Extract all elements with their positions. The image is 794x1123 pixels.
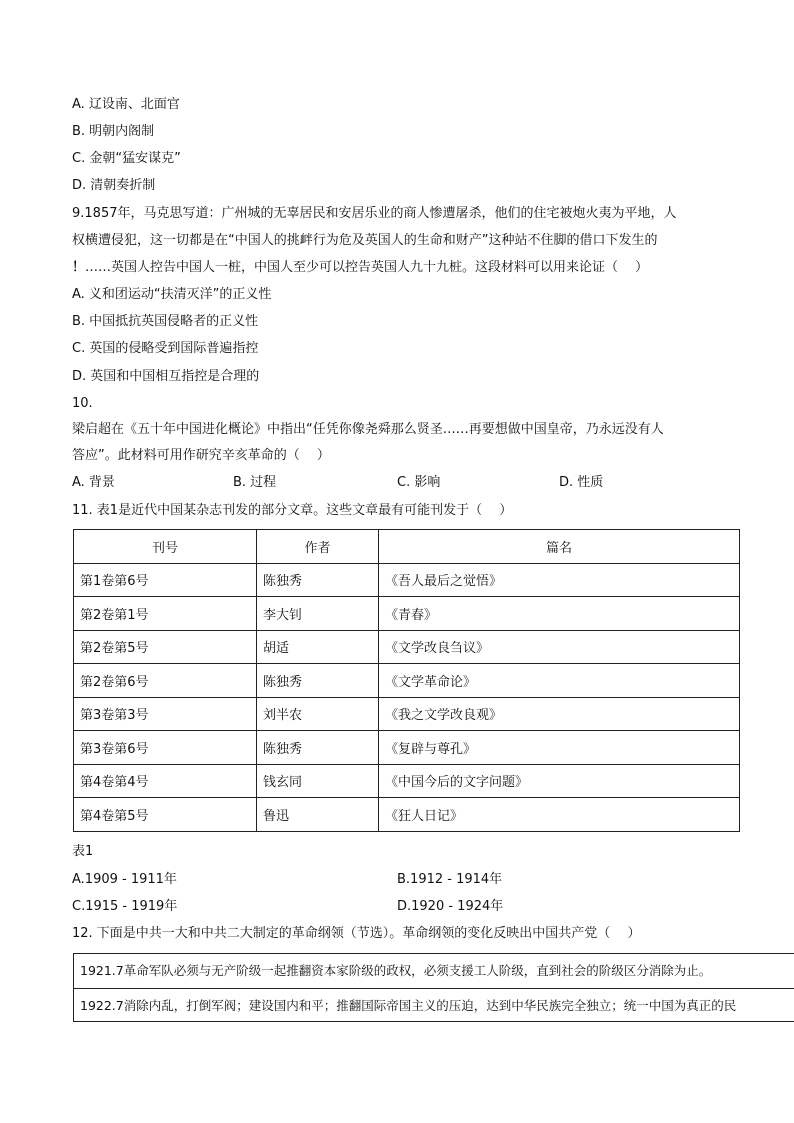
q10-stem-line2: 答应”。此材料可用作研究辛亥革命的（ ） xyxy=(72,448,330,463)
q9-option-b: B. 中国抵抗英国侵略者的正义性 xyxy=(72,314,259,329)
table-row xyxy=(74,798,740,832)
cell-issue: 第2卷第1号 xyxy=(74,597,257,631)
q8-option-c: C. 金朝“猛安谋克” xyxy=(72,151,181,166)
table-row xyxy=(74,697,740,731)
cell-title: 《狂人日记》 xyxy=(379,798,740,832)
table-header-row xyxy=(74,530,740,564)
q12-program-table xyxy=(73,953,794,1022)
cell-author: 鲁迅 xyxy=(257,798,379,832)
periodical-table xyxy=(73,529,740,832)
cell-author: 陈独秀 xyxy=(257,731,379,765)
table-row xyxy=(74,563,740,597)
q9-stem-line3 xyxy=(72,259,648,277)
cell-issue: 第4卷第4号 xyxy=(74,764,257,798)
table-row xyxy=(74,664,740,698)
q8-option-d: D. 清朝奏折制 xyxy=(72,178,156,193)
cell-title: 《吾人最后之觉悟》 xyxy=(379,563,740,597)
cell-title: 《文学革命论》 xyxy=(379,664,740,698)
cell-issue: 第2卷第5号 xyxy=(74,630,257,664)
q8-option-b: B. 明朝内阁制 xyxy=(72,124,155,139)
q9-option-d: D. 英国和中国相互指控是合理的 xyxy=(72,369,260,384)
q9-stem-line2: 权横遭侵犯，这一切都是在“中国人的挑衅行为危及英国人的生命和财产”这种站不住脚的借口下发生的 xyxy=(72,233,658,248)
q11-option-a: A.1909 - 1911年 xyxy=(72,872,177,887)
table-row xyxy=(74,764,740,798)
q8-option-a: A. 辽设南、北面官 xyxy=(72,97,180,112)
q10-option-a: A. 背景 xyxy=(72,475,115,490)
q10-option-c: C. 影响 xyxy=(397,475,441,490)
q9-stem-line3-text: ……英国人控告中国人一桩，中国人至少可以控告英国人九十九桩。这段材料可以用来论证（ ） xyxy=(85,260,649,275)
table-row xyxy=(74,597,740,631)
cell-title: 《中国今后的文字问题》 xyxy=(379,764,740,798)
program-row-1921: 1921.7革命军队必须与无产阶级一起推翻资本家阶级的政权，必须支援工人阶级，直到社会的阶级区分消除为止。 xyxy=(80,963,712,978)
cell-issue: 第3卷第6号 xyxy=(74,731,257,765)
cell-author: 胡适 xyxy=(257,630,379,664)
header-author: 作者 xyxy=(257,530,379,564)
cell-author: 陈独秀 xyxy=(257,664,379,698)
cell-author: 李大钊 xyxy=(257,597,379,631)
cell-author: 陈独秀 xyxy=(257,563,379,597)
q12-stem: 12. 下面是中共一大和中共二大制定的革命纲领（节选）。革命纲领的变化反映出中国共产党（ ） xyxy=(72,926,641,941)
header-title: 篇名 xyxy=(379,530,740,564)
q9-stem-line1: 9.1857年，马克思写道：广州城的无辜居民和安居乐业的商人惨遭屠杀，他们的住宅被炮火夷为平地，人 xyxy=(72,206,677,221)
q9-exclamation: ！ xyxy=(72,260,86,275)
q11-stem: 11. 表1是近代中国某杂志刊发的部分文章。这些文章最有可能刊发于（ ） xyxy=(72,503,513,518)
header-issue: 刊号 xyxy=(74,530,257,564)
q10-option-d: D. 性质 xyxy=(559,475,604,490)
cell-title: 《文学改良刍议》 xyxy=(379,630,740,664)
cell-issue: 第1卷第6号 xyxy=(74,563,257,597)
q11-option-c: C.1915 - 1919年 xyxy=(72,899,178,914)
q11-option-d: D.1920 - 1924年 xyxy=(397,899,504,914)
cell-title: 《复辟与尊孔》 xyxy=(379,731,740,765)
program-row-1922: 1922.7消除内乱，打倒军阀；建设国内和平；推翻国际帝国主义的压迫，达到中华民族完全独立；统一中国为真正的民 xyxy=(74,988,794,1022)
q9-option-a: A. 义和团运动“扶清灭洋”的正义性 xyxy=(72,287,272,302)
table-caption: 表1 xyxy=(72,844,94,859)
cell-title: 《我之文学改良观》 xyxy=(379,697,740,731)
q9-option-c: C. 英国的侵略受到国际普遍指控 xyxy=(72,341,259,356)
cell-author: 刘半农 xyxy=(257,697,379,731)
cell-issue: 第2卷第6号 xyxy=(74,664,257,698)
q10-number: 10. xyxy=(72,396,93,411)
cell-issue: 第4卷第5号 xyxy=(74,798,257,832)
cell-issue: 第3卷第3号 xyxy=(74,697,257,731)
q10-option-b: B. 过程 xyxy=(233,475,277,490)
cell-title: 《青春》 xyxy=(379,597,740,631)
q11-option-b: B.1912 - 1914年 xyxy=(397,872,503,887)
cell-author: 钱玄同 xyxy=(257,764,379,798)
q10-stem-line1: 梁启超在《五十年中国进化概论》中指出“任凭你像尧舜那么贤圣……再要想做中国皇帝，乃永远没有人 xyxy=(72,422,664,437)
table-row xyxy=(74,731,740,765)
table-row xyxy=(74,630,740,664)
